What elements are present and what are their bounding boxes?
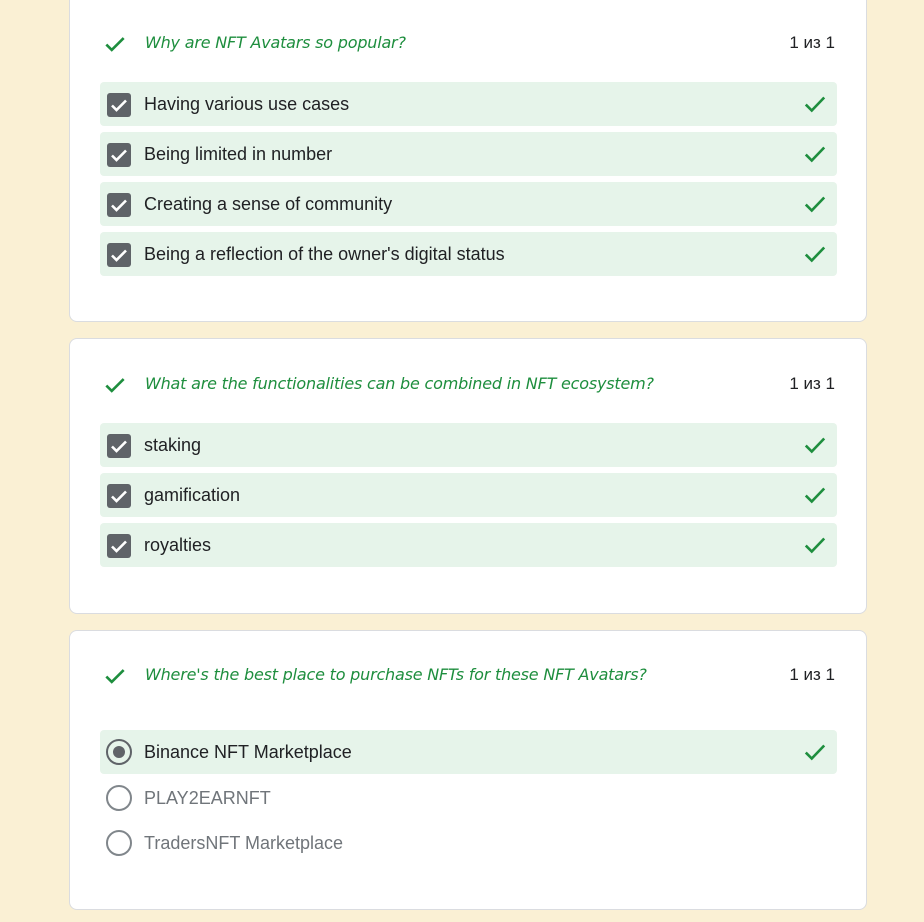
question-card-2 [69, 338, 867, 614]
checkbox-checked[interactable] [107, 93, 131, 117]
option-label: Having various use cases [144, 94, 350, 114]
option-label: royalties [144, 535, 212, 555]
checkmark-icon [107, 484, 131, 508]
checkmark-icon [107, 243, 131, 267]
correct-check-icon [802, 191, 828, 217]
question-title: Where's the best place to purchase NFTs for these NFT Avatars? [145, 665, 647, 684]
radio-dot [113, 746, 125, 758]
question-score: 1 из 1 [789, 665, 835, 684]
option-row[interactable] [100, 523, 837, 567]
radio-unselected[interactable] [106, 785, 132, 811]
checkmark-icon [107, 193, 131, 217]
correct-check-icon [802, 532, 828, 558]
option-row[interactable] [100, 730, 837, 774]
correct-check-icon [802, 241, 828, 267]
option-label: Being a reflection of the owner's digital status [144, 244, 505, 264]
checkbox-checked[interactable] [107, 243, 131, 267]
option-row[interactable] [100, 182, 837, 226]
option-row[interactable] [100, 232, 837, 276]
option-row[interactable] [100, 82, 837, 126]
option-row[interactable] [100, 132, 837, 176]
option-row[interactable] [100, 473, 837, 517]
option-label: Being limited in number [144, 144, 333, 164]
question-card-1 [69, 0, 867, 322]
radio-unselected[interactable] [106, 830, 132, 856]
correct-check-icon [802, 432, 828, 458]
checkbox-checked[interactable] [107, 534, 131, 558]
checkbox-checked[interactable] [107, 143, 131, 167]
question-score: 1 из 1 [789, 33, 835, 52]
question-score: 1 из 1 [789, 374, 835, 393]
checkbox-checked[interactable] [107, 193, 131, 217]
correct-check-icon [802, 482, 828, 508]
question-title: What are the functionalities can be combined in NFT ecosystem? [145, 374, 654, 393]
question-header [70, 370, 866, 400]
option-label: Binance NFT Marketplace [144, 742, 352, 762]
option-label: PLAY2EARNFT [144, 788, 271, 808]
correct-check-icon [802, 141, 828, 167]
check-icon [102, 31, 128, 57]
check-icon [102, 663, 128, 689]
question-header [70, 29, 866, 59]
checkbox-checked[interactable] [107, 434, 131, 458]
checkmark-icon [107, 534, 131, 558]
option-row[interactable] [100, 423, 837, 467]
option-label: TradersNFT Marketplace [144, 833, 344, 853]
check-icon [102, 372, 128, 398]
option-label: Creating a sense of community [144, 194, 393, 214]
option-row[interactable] [100, 821, 837, 865]
correct-check-icon [802, 739, 828, 765]
option-row[interactable] [100, 776, 837, 820]
checkbox-checked[interactable] [107, 484, 131, 508]
question-card-3 [69, 630, 867, 910]
checkmark-icon [107, 434, 131, 458]
radio-selected[interactable] [106, 739, 132, 765]
question-header [70, 661, 866, 691]
checkmark-icon [107, 143, 131, 167]
option-label: gamification [144, 485, 241, 505]
checkmark-icon [107, 93, 131, 117]
question-title: Why are NFT Avatars so popular? [145, 33, 406, 52]
correct-check-icon [802, 91, 828, 117]
option-label: staking [144, 435, 202, 455]
